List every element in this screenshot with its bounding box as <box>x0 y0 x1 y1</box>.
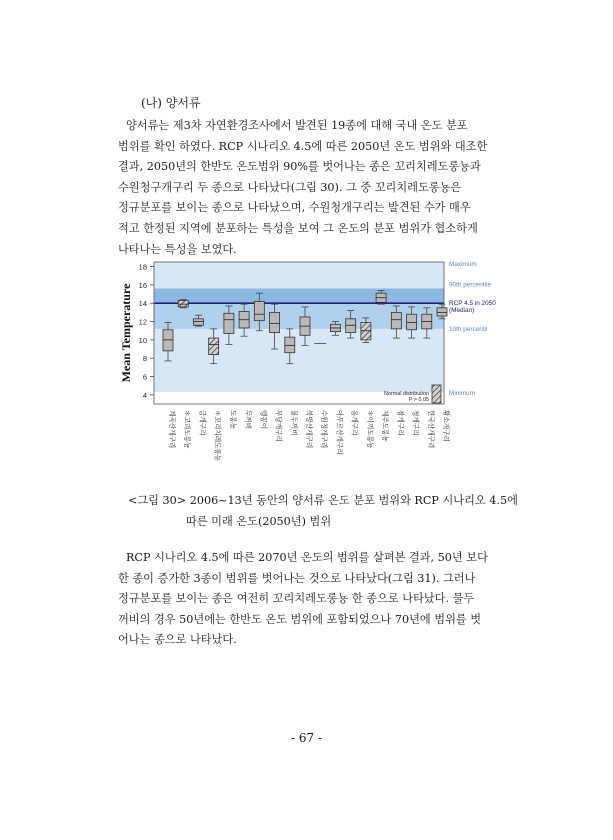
box-body <box>407 314 417 330</box>
x-category-label: 제주도롱뇽 <box>381 410 390 442</box>
section-heading: (나) 양서류 <box>141 96 201 110</box>
paragraph-2 <box>118 548 508 651</box>
paragraph-line: 어나는 종으로 나타났다. <box>118 633 237 647</box>
x-category-label: ＊꼬리치레도롱뇽 <box>213 410 222 462</box>
x-category-label: 청개구리 <box>411 410 420 436</box>
box-body <box>270 312 280 332</box>
x-category-label: 계곡산개구리 <box>168 410 176 449</box>
figure-caption-line-2: 따른 미래 온도(2050년) 범위 <box>186 515 332 528</box>
y-tick-label: 14 <box>138 299 147 309</box>
paragraph-line: 정규분포를 보이는 종으로 나타났으며, 수원청개구리는 발견된 수가 매우 <box>118 201 471 215</box>
x-category-label: 참개구리 <box>396 410 405 436</box>
y-tick-label: 10 <box>138 335 147 345</box>
paragraph-line: 정규분포를 보이는 종은 여전히 꼬리치레도롱뇽 한 종으로 나타났다. 물두 <box>118 592 475 606</box>
box-body <box>346 319 356 333</box>
figure-caption-line-1: <그림 30> 2006~13년 동안의 양서류 온도 분포 범위와 RCP 시나리오 4.5에 <box>128 494 518 507</box>
x-category-label: 황소개구리 <box>442 410 450 442</box>
y-tick-label: 12 <box>138 317 147 327</box>
paragraph-line: RCP 시나리오 4.5에 따른 2070년 온도의 범위를 살펴본 결과, 50년 보다 <box>126 551 488 564</box>
x-category-label: 두꺼비 <box>244 410 253 430</box>
band-label-median-sub: (Median) <box>449 307 475 315</box>
box-body <box>361 322 371 339</box>
x-category-label: 옴개구리 <box>350 410 359 436</box>
band-label-p10: 10th percentil <box>449 325 488 333</box>
box-body <box>437 308 447 316</box>
box-body <box>178 300 188 306</box>
paragraph-line: 나타나는 특성을 보였다. <box>118 242 237 256</box>
box-body <box>193 319 203 325</box>
box-body <box>391 312 401 328</box>
page-number: - 67 - <box>290 731 322 745</box>
box-body <box>254 301 264 320</box>
box-body <box>224 313 234 333</box>
box-body <box>209 338 219 354</box>
paragraph-line: 양서류는 제3차 자연환경조사에서 발견된 19종에 대해 국내 온도 분포 <box>126 119 468 132</box>
temperature-boxplot-chart <box>118 254 518 492</box>
x-category-label: 금개구리 <box>198 410 207 436</box>
x-category-label: ＊고리도롱뇽 <box>183 410 192 449</box>
band-label-maximum: Maximum <box>449 261 477 268</box>
x-category-label: 한국산개구리 <box>426 410 435 449</box>
x-category-label: 맹꽁이 <box>259 410 268 430</box>
paragraph-line: 범위를 확인 하였다. RCP 시나리오 4.5에 따른 2050년 온도 범위와 대조한 <box>118 139 488 153</box>
x-category-label: 물두꺼비 <box>289 410 298 436</box>
x-category-label: ＊이끼도롱뇽 <box>365 410 374 449</box>
x-category-label: 도롱뇽 <box>228 410 237 430</box>
y-tick-label: 16 <box>138 280 147 290</box>
paragraph-line: 결과, 2050년의 한반도 온도범위 90%를 벗어나는 종은 꼬리치레도롱뇽과 <box>118 160 481 174</box>
x-category-label: 수원청개구리 <box>320 410 329 449</box>
legend-hatch-swatch <box>432 385 441 403</box>
box-body <box>285 337 295 353</box>
band-label-minimum: Minimum <box>449 390 475 398</box>
x-category-label: 무당개구리 <box>274 410 283 442</box>
band-label-p90: 90th percentile <box>449 281 491 289</box>
y-tick-label: 8 <box>142 354 147 364</box>
paragraph-line: 한 종이 증가한 3종이 범위를 벗어나는 것으로 나타났다(그림 31). 그러나 <box>118 571 476 585</box>
paragraph-line: 수원청구개구리 두 종으로 나타났다(그림 30). 그 중 꼬리치레도롱뇽은 <box>118 180 462 194</box>
paragraph-1 <box>118 116 508 260</box>
y-tick-label: 18 <box>138 262 147 272</box>
y-tick-label: 4 <box>142 390 147 400</box>
x-category-label: 북방산개구리 <box>305 410 313 449</box>
paragraph-line: 꺼비의 경우 50년에는 한반도 온도 범위에 포함되었으나 70년에 범위를 벗 <box>118 612 482 626</box>
x-category-label: 아무르산개구리 <box>335 410 344 455</box>
box-body <box>163 330 173 351</box>
y-tick-label: 6 <box>142 372 147 382</box>
legend-label: Normal distribution <box>384 391 429 397</box>
paragraph-line: 적고 한정된 지역에 분포하는 특성을 보여 그 온도의 분포 범위가 협소하게 <box>118 221 478 235</box>
legend-label-p: P > 0.05 <box>408 397 429 403</box>
band-label-median: RCP 4.5 in 2050 <box>449 300 496 308</box>
y-axis-label: Mean Temperature <box>119 283 133 383</box>
band-median-p90 <box>154 289 444 304</box>
